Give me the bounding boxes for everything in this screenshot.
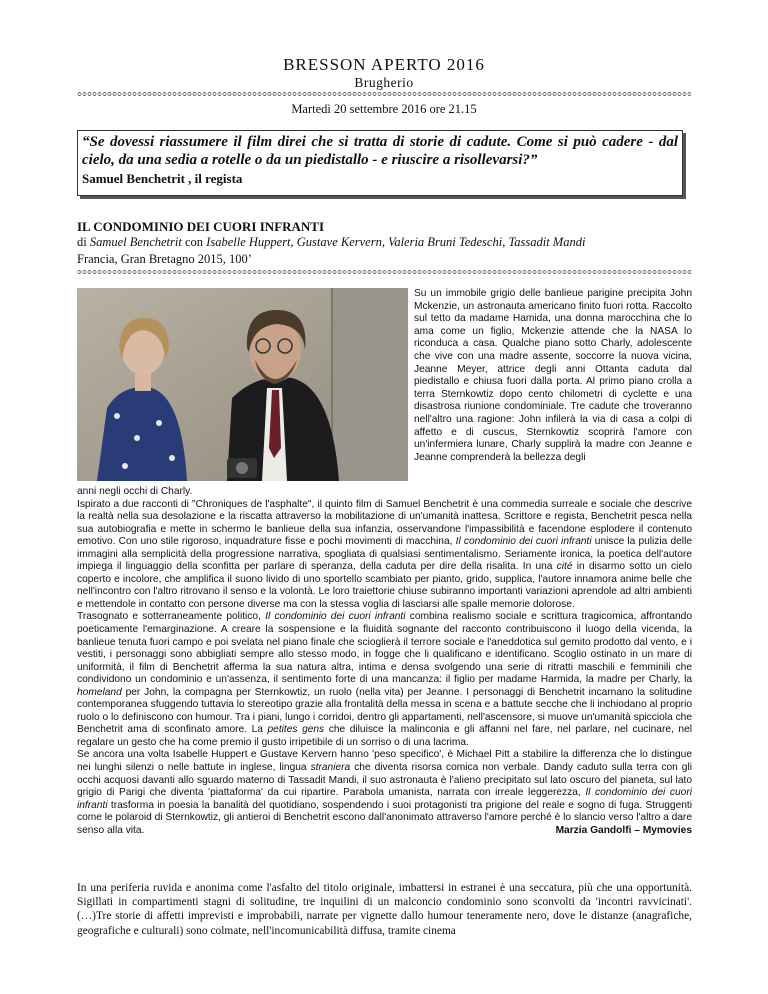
dotted-divider [77,92,691,96]
second-review: In una periferia ruvida e anonima come l'asfalto del titolo originale, imbattersi in estranei è una seccatura, più che una opportunità. Sigillati in compartimenti stagni di solitudine, tre inquilini di un malconcio condominio sono sconvolti da 'incontri ravvicinati'. (…)Tre storie di affetti imprevisti e improbabili, narrate per vignette dallo humour teneramente nero, dove le distanze (anagrafiche, geografiche e culturali) sono colmate, nell'incomunicabilità diffusa, tramite cinema [77,882,692,937]
text-run: unisce la pulizia delle immagini alla semplicità della progressione narrativa, spogliata di qualsiasi sentimentalismo. Seriamente ironica, la poetica dell'autore impiega il linguaggio della sconfitta per parlare di speranza, della caduta per dire della risalita. In una [77,536,692,573]
text-run: per John, la compagna per Sternkowtiz, un ruolo (nella vita) per Jeanne. I personaggi di Benchetrit incarnano la solitudine contemporanea sfuggendo tuttavia lo stereotipo grazie alla frontalità della messa in scena e a battute secche che li inchiodano al proprio ruolo o lo definiscono con humour. Tra i piani, lungo i corridoi, dentro gli appartamenti, nell'ascensore, si muove un'umanità spicciola che Benchetrit ama di sconfinato amore. La [77,686,692,736]
review-paragraph [77,749,692,837]
dotted-divider [77,270,691,274]
text-run: che diventa risorsa comica non verbale. Dandy caduto sulla terra con gli occhi acquosi davanti allo sguardo materno di Tassadit Mandi, il suo astronauta è l'alieno precipitato sul lato oscuro del pianeta, sul lato grigio di Parigi che diventa 'piattaforma' da cui ripartire. Parabola umanista, narrata con irreale leggerezza, [77,762,692,799]
film-credits [77,235,585,250]
review-paragraph [77,611,692,749]
text-run: in disarmo sotto un cielo coperto e incolore, che amplifica il suono livido di uno sportello scambiato per pianto, grido, supplica, l'autore innamora anime belle che nell'incontro con l'altro ritrovano il senso e la volontà. Le loro traiettorie chiuse subiranno importanti variazioni aprendole ad altri ambienti e mettendole in contatto con persone diverse ma con la stessa voglia di lasciarsi alle spalle memorie dolorose. [77,561,693,610]
text-run: Se ancora una volta Isabelle Huppert e Gustave Kervern hanno 'peso specifico', è Michael Pitt a stabilire la differenza che lo distingue nei lunghi silenzi o nelle battute in inglese, lingua [77,749,692,774]
film-title: IL CONDOMINIO DEI CUORI INFRANTI [77,219,325,234]
review-paragraph [77,499,692,612]
film-director: Samuel Benchetrit [89,235,182,249]
italic-term: petites gens [267,724,325,736]
credits-with: con [181,235,207,249]
film-title-italic: Il condominio dei cuori infranti [77,787,692,811]
review-signature: Marzia Gandolfi – Mymovies [555,824,692,836]
film-title-italic: Il condominio dei cuori infranti [455,536,592,548]
text-run: che diluisce la malinconia e gli affanni nel fare, nel parlare, nel cucinare, nel regalare un gesto che ha come premio il gusto irripetibile di un sorriso o di una lacrima. [77,724,692,748]
quote-author: Samuel Benchetrit , il regista [82,171,243,186]
text-run: Trasognato e sotterraneamente politico, [77,611,266,623]
film-still-photo [77,288,408,481]
text-run: Ispirato a due racconti di "Chroniques de l'asphalte", il quinto film di Samuel Benchetrit è una commedia surreale e sociale che descrive la realtà nella sua desolazione e la riscatta attraverso la mobilitazione di un'umanità inattesa. Scrittore e regista, Benchetrit pesca nella sua autobiografia e mette in schermo le banlieue della sua infanzia, osservandone l'impassibilità e facendone esplodere il contenuto emotivo. Con uno stile rigoroso, inquadrature fisse e pochi movimenti di macchina, [77,498,692,548]
italic-term: cité [556,561,573,573]
director-quote: “Se dovessi riassumere il film direi che si tratta di storie di cadute. Come si può cadere - dal cielo, da una sedia a rotelle o da un piedistallo - e riuscire a risollevarsi?” [82,134,678,168]
text-run: combina realismo sociale e scrittura tragicomica, affrontando poeticamente l'emarginazione. A creare la sospensione e la fluidità sognante del racconto contribuiscono il luogo della vicenda, la banlieue tenuta fuori campo e poi svelata nel piano finale che scioglierà il terrore sociale e l'aneddotica sul gemito prodotto dal vento, e i vestiti, i personaggi sono abbigliati sempre allo stesso modo, in fogge che li qualificano e identificano. Scoglio ostinato in un mare di uniformità, il film di Benchetrit afferma la sua natura altra, intima e densa svolgendo una serie di ritratti maschili e femminili che condividono un condominio e un'assenza, il sentimento forte di una mancanza: il figlio per madame Harmida, la madre per Charly, la [77,611,692,686]
italic-term: straniera [310,762,351,774]
review-intro-continuation: anni negli occhi di Charly. [77,486,193,497]
film-title-italic: Il condominio dei cuori infranti [265,611,406,623]
credits-prefix: di [77,235,90,249]
quote-box [77,130,683,196]
italic-term: homeland [77,686,122,698]
review-body [77,486,692,837]
review-intro: Su un immobile grigio delle banlieue parigine precipita John Mckenzie, un astronauta americano finito fuori rotta. Raccolto sul tetto da madame Hamida, una donna marocchina che lo ama come un figlio, Mckenzie attende che la NASA lo riconduca a casa. Qualche piano sotto Charly, adolescente che vive con una madre assente, soccorre la nuova vicina, Jeanne Meyer, attrice degli anni Ottanta caduta dal piedistallo e chiusa fuori dalla porta. Al primo piano crolla a terra Sternkowtiz dopo cento chilometri di cyclette e una disastrosa riunione condominiale. Tre cadute che troveranno nell'altro una ragione: John infilerà la via di casa a colpi di affetto e di cuscus, Sternkowtiz scoprirà l'amore con un'infermiera lunare, Charly supplirà la madre con Jeanne e Jeanne comprenderà la bellezza degli [414,288,692,463]
film-cast: Isabelle Huppert, Gustave Kervern, Valeria Bruni Tedeschi, Tassadit Mandi [206,235,586,249]
event-title: BRESSON APERTO 2016 [283,55,485,74]
film-origin: Francia, Gran Bretagno 2015, 100’ [77,252,252,266]
screening-date: Martedì 20 settembre 2016 ore 21.15 [291,102,477,116]
event-location: Brugherio [354,75,414,90]
text-run: trasforma in poesia la banalità del quotidiano, sospendendo i suoi protagonisti tra prigione del reale e sogno di fuga. Struggenti come le polaroid di Sternkowtiz, gli antieroi di Benchetrit escono dall'anonimato attraverso l'amore perché è lo slancio verso l'altro a dare senso alla vita. [77,799,692,836]
